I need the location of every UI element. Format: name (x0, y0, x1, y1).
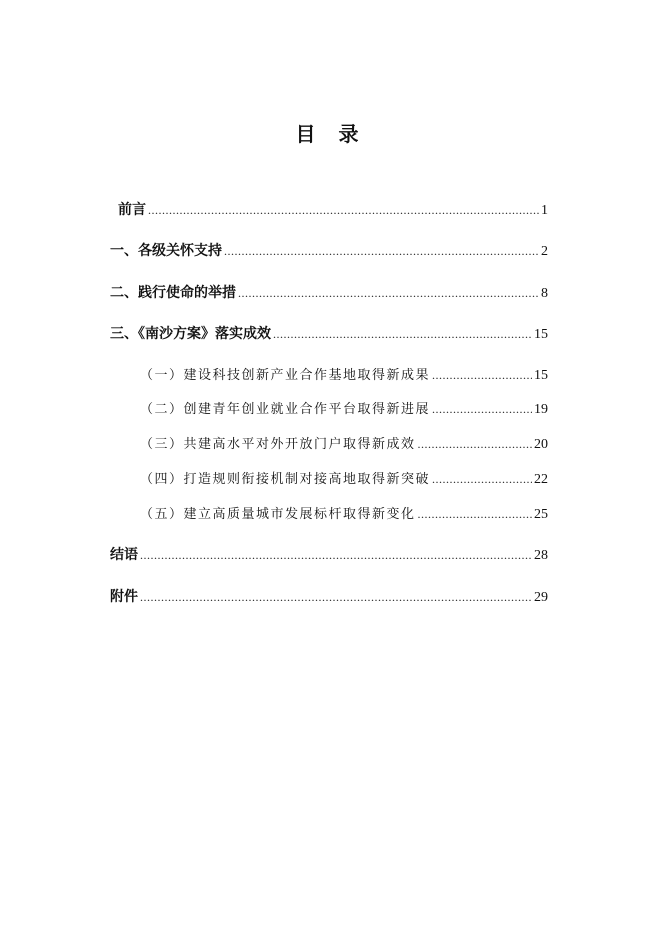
toc-leader-dots (140, 586, 532, 608)
toc-entry-label: （五）建立高质量城市发展标杆取得新变化 (140, 507, 416, 522)
toc-entry-label: （一）建设科技创新产业合作基地取得新成果 (140, 368, 431, 383)
toc-entry-appendix[interactable] (110, 586, 548, 608)
toc-page-number: 22 (534, 472, 548, 487)
toc-leader-dots (148, 199, 539, 221)
toc-page-number: 19 (534, 402, 548, 417)
toc-title: 目 录 (295, 122, 367, 146)
toc-entry-conclusion[interactable] (110, 544, 548, 566)
toc-leader-dots (273, 323, 532, 345)
toc-entry-preface[interactable] (118, 199, 548, 221)
toc-leader-dots (418, 503, 532, 525)
toc-entry-section-1[interactable] (110, 240, 548, 262)
toc-entry-label: 结语 (110, 547, 138, 563)
toc-page-number: 8 (541, 286, 548, 301)
toc-leader-dots (418, 433, 532, 455)
toc-page-number: 25 (534, 507, 548, 522)
toc-leader-dots (432, 468, 532, 490)
toc-page-number: 29 (534, 590, 548, 605)
toc-leader-dots (238, 282, 539, 304)
toc-entry-subsection-5[interactable] (140, 503, 548, 525)
toc-entry-label: （四）打造规则衔接机制对接高地取得新突破 (140, 472, 431, 487)
toc-page-number: 15 (534, 327, 548, 342)
toc-leader-dots (140, 544, 532, 566)
toc-entry-label: （三）共建高水平对外开放门户取得新成效 (140, 437, 416, 452)
toc-entry-section-2[interactable] (110, 282, 548, 304)
toc-entry-label: 一、各级关怀支持 (110, 243, 222, 259)
toc-page-number: 2 (541, 244, 548, 259)
toc-entry-label: 三、《南沙方案》落实成效 (110, 326, 271, 342)
toc-page-number: 1 (541, 203, 548, 218)
toc-entry-section-3[interactable] (110, 323, 548, 345)
toc-entry-label: （二）创建青年创业就业合作平台取得新进展 (140, 402, 431, 417)
toc-entry-label: 二、践行使命的举措 (110, 285, 236, 301)
toc-leader-dots (432, 398, 532, 420)
toc-entry-subsection-4[interactable] (140, 468, 548, 490)
toc-entry-subsection-2[interactable] (140, 398, 548, 420)
toc-entry-subsection-3[interactable] (140, 433, 548, 455)
toc-leader-dots (432, 364, 532, 386)
toc-entry-label: 前言 (118, 202, 146, 218)
toc-page-number: 15 (534, 368, 548, 383)
toc-leader-dots (224, 240, 539, 262)
toc-entry-label: 附件 (110, 589, 138, 605)
toc-entry-subsection-1[interactable] (140, 364, 548, 386)
toc-page-number: 28 (534, 548, 548, 563)
toc-page-number: 20 (534, 437, 548, 452)
